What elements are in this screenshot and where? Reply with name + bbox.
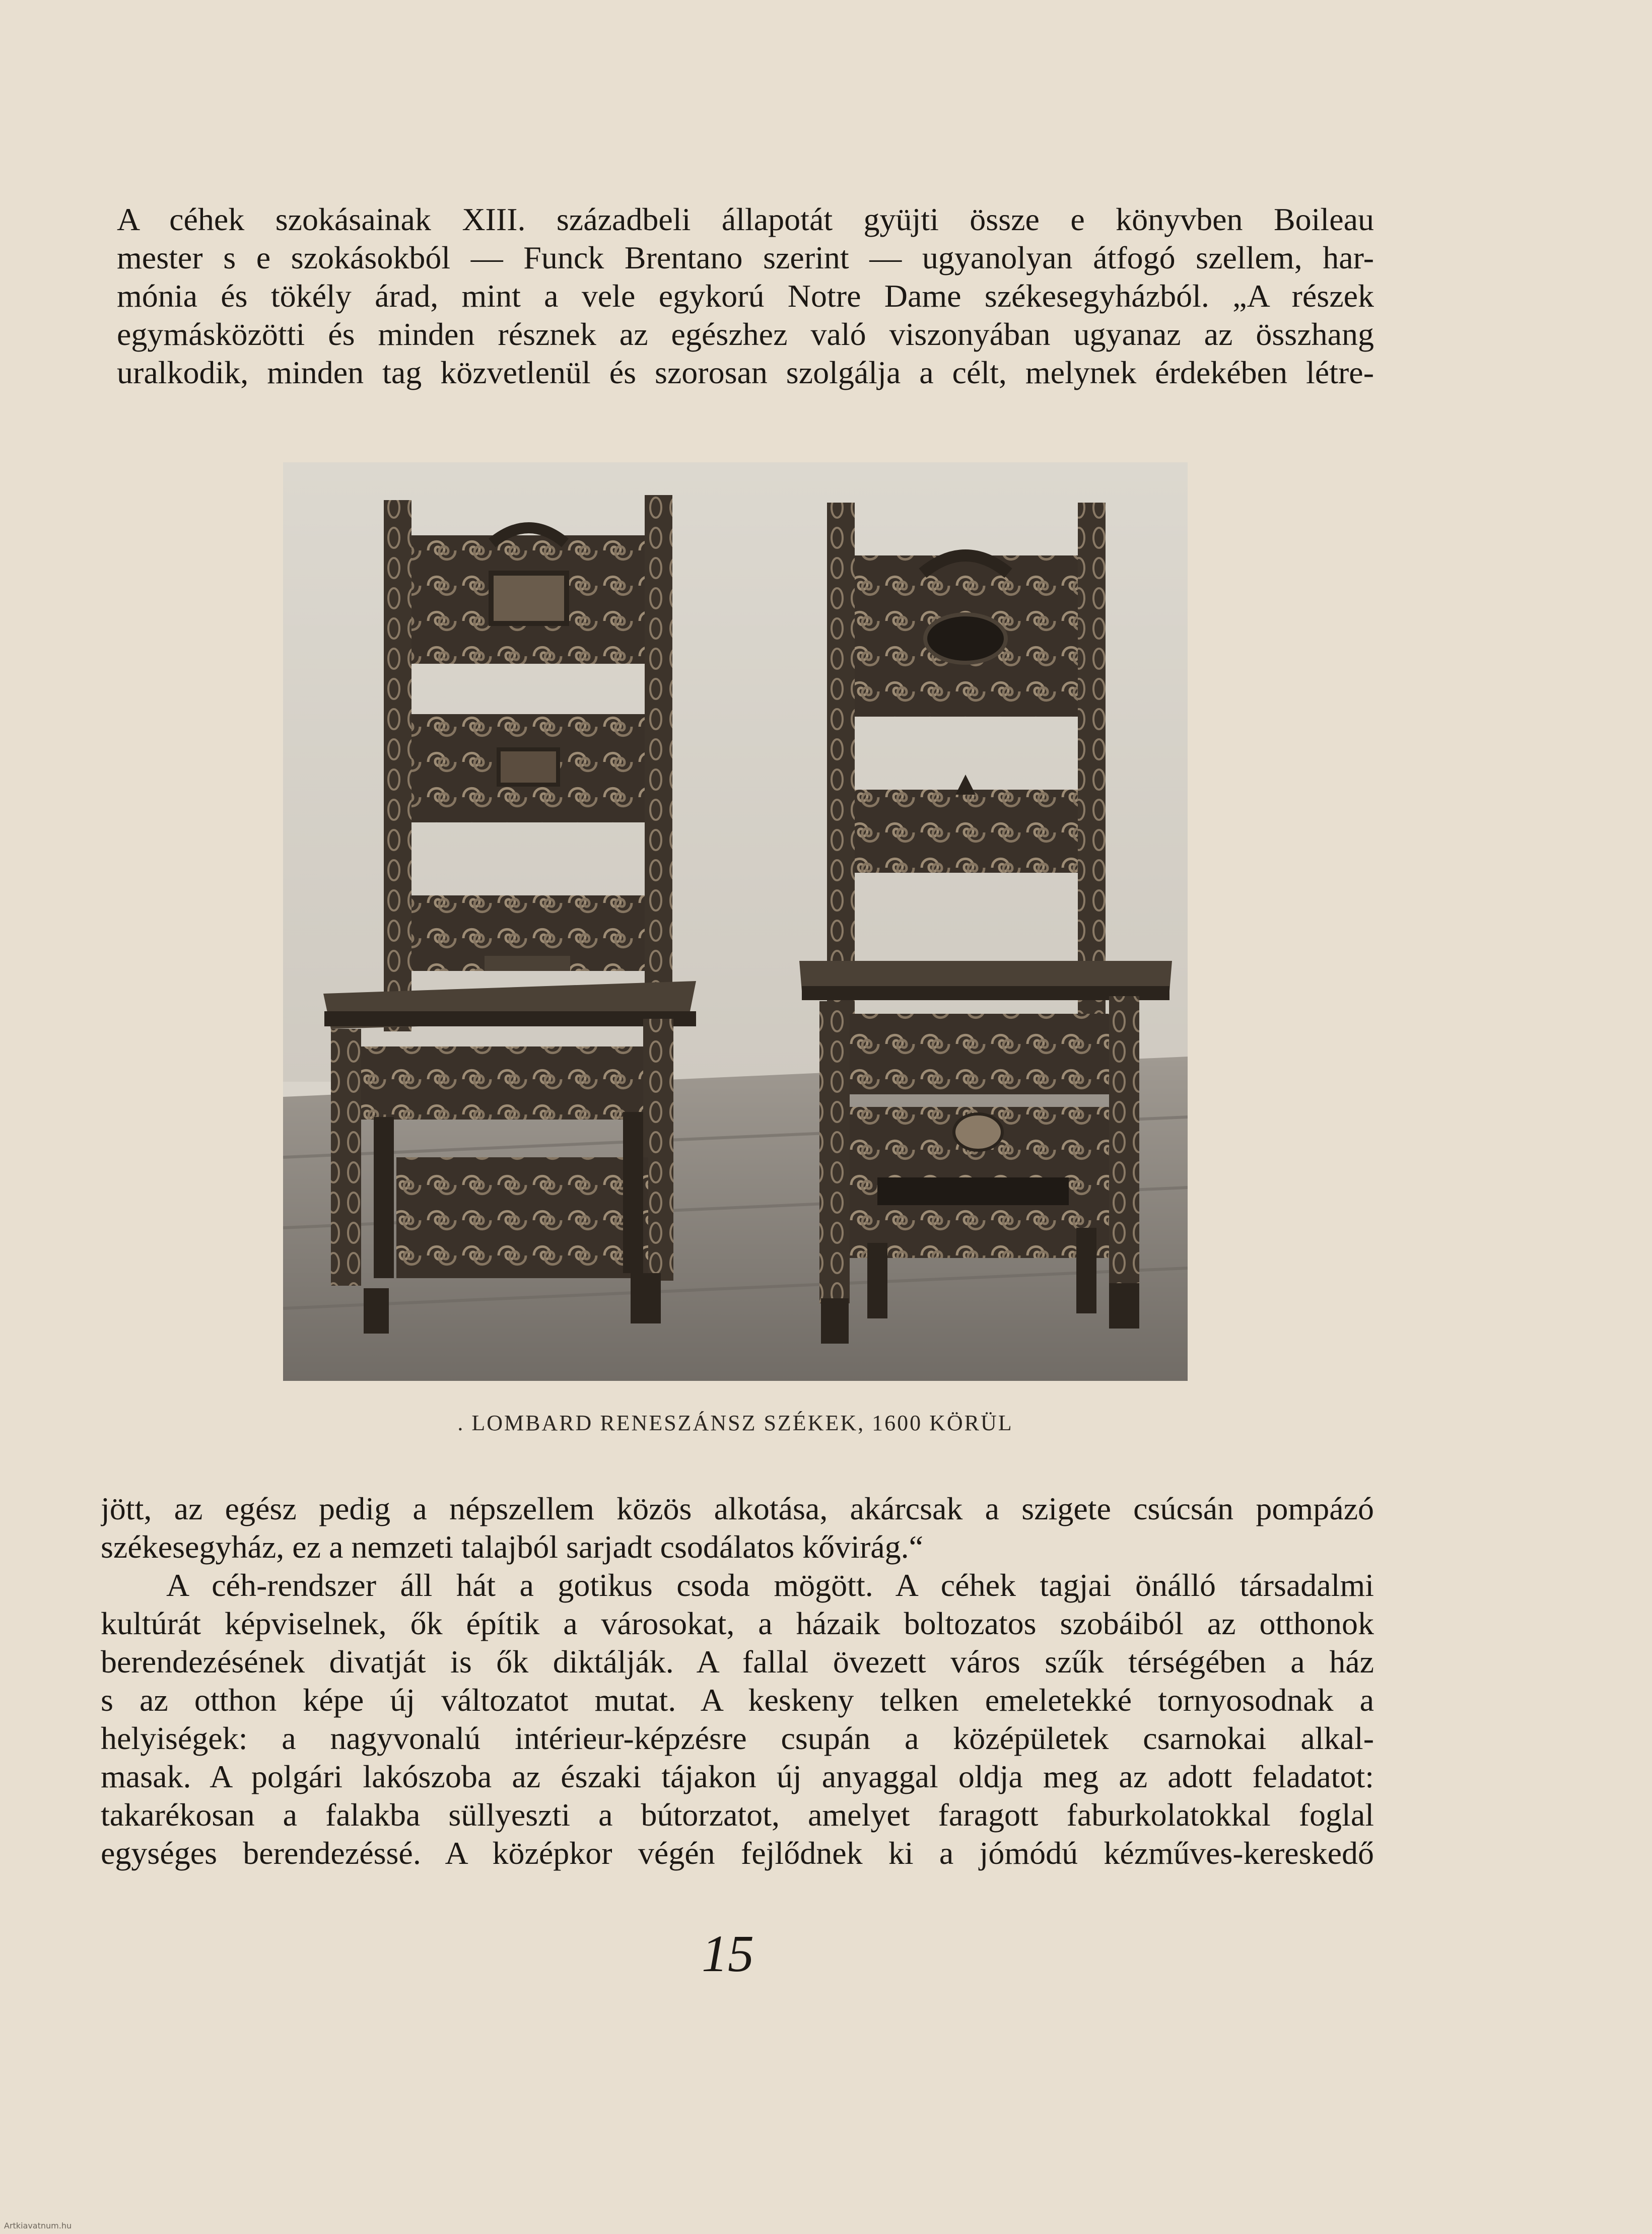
figure-caption: . LOMBARD RENESZÁNSZ SZÉKEK, 1600 KÖRÜL bbox=[457, 1411, 1013, 1435]
chairs-photograph bbox=[283, 462, 1188, 1381]
text-line: egymásközötti és minden résznek az egészhez való viszonyában ugyanaz az összhang bbox=[117, 316, 1374, 352]
edge-watermark: Artkiavatnum.hu bbox=[4, 2221, 72, 2230]
paragraph-top bbox=[117, 200, 1374, 392]
text-line: masak. A polgári lakószoba az északi tájakon új anyaggal oldja meg az adott feladatot: bbox=[101, 1759, 1374, 1794]
text-line: uralkodik, minden tag közvetlenül és szorosan szolgálja a célt, melynek érdekében létre- bbox=[117, 355, 1374, 390]
page-number: 15 bbox=[702, 1925, 754, 1983]
paragraph-bottom bbox=[101, 1490, 1374, 1872]
text-line: jött, az egész pedig a népszellem közös alkotása, akárcsak a szigete csúcsán pompázó bbox=[101, 1491, 1374, 1526]
text-line: takarékosan a falakba süllyeszti a bútorzatot, amelyet faragott faburkolatokkal foglal bbox=[101, 1797, 1374, 1833]
text-line: mónia és tökély árad, mint a vele egykorú Notre Dame székesegyházból. „A részek bbox=[117, 278, 1374, 314]
text-line: mester s e szokásokból — Funck Brentano szerint — ugyanolyan átfogó szellem, har- bbox=[117, 240, 1374, 275]
text-line: egységes berendezéssé. A középkor végén fejlődnek ki a jómódú kézműves-kereskedő bbox=[101, 1835, 1374, 1871]
text-line: berendezésének divatját is ők diktálják. A fallal övezett város szűk térségében a ház bbox=[101, 1644, 1374, 1680]
text-line: A céh-rendszer áll hát a gotikus csoda mögött. A céhek tagjai önálló társadalmi bbox=[166, 1567, 1374, 1603]
text-line: s az otthon képe új változatot mutat. A keskeny telken emeletekké tornyosodnak a bbox=[101, 1682, 1374, 1718]
text-line: helyiségek: a nagyvonalú intérieur-képzésre csupán a középületek csarnokai alkal- bbox=[101, 1720, 1374, 1756]
text-line: székesegyház, ez a nemzeti talajból sarjadt csodálatos kővirág.“ bbox=[101, 1529, 924, 1565]
text-line: A céhek szokásainak XIII. századbeli állapotát gyüjti össze e könyvben Boileau bbox=[117, 201, 1374, 237]
text-line: kultúrát képviselnek, ők építik a városokat, a házaik boltozatos szobáiból az otthonok bbox=[101, 1605, 1374, 1641]
